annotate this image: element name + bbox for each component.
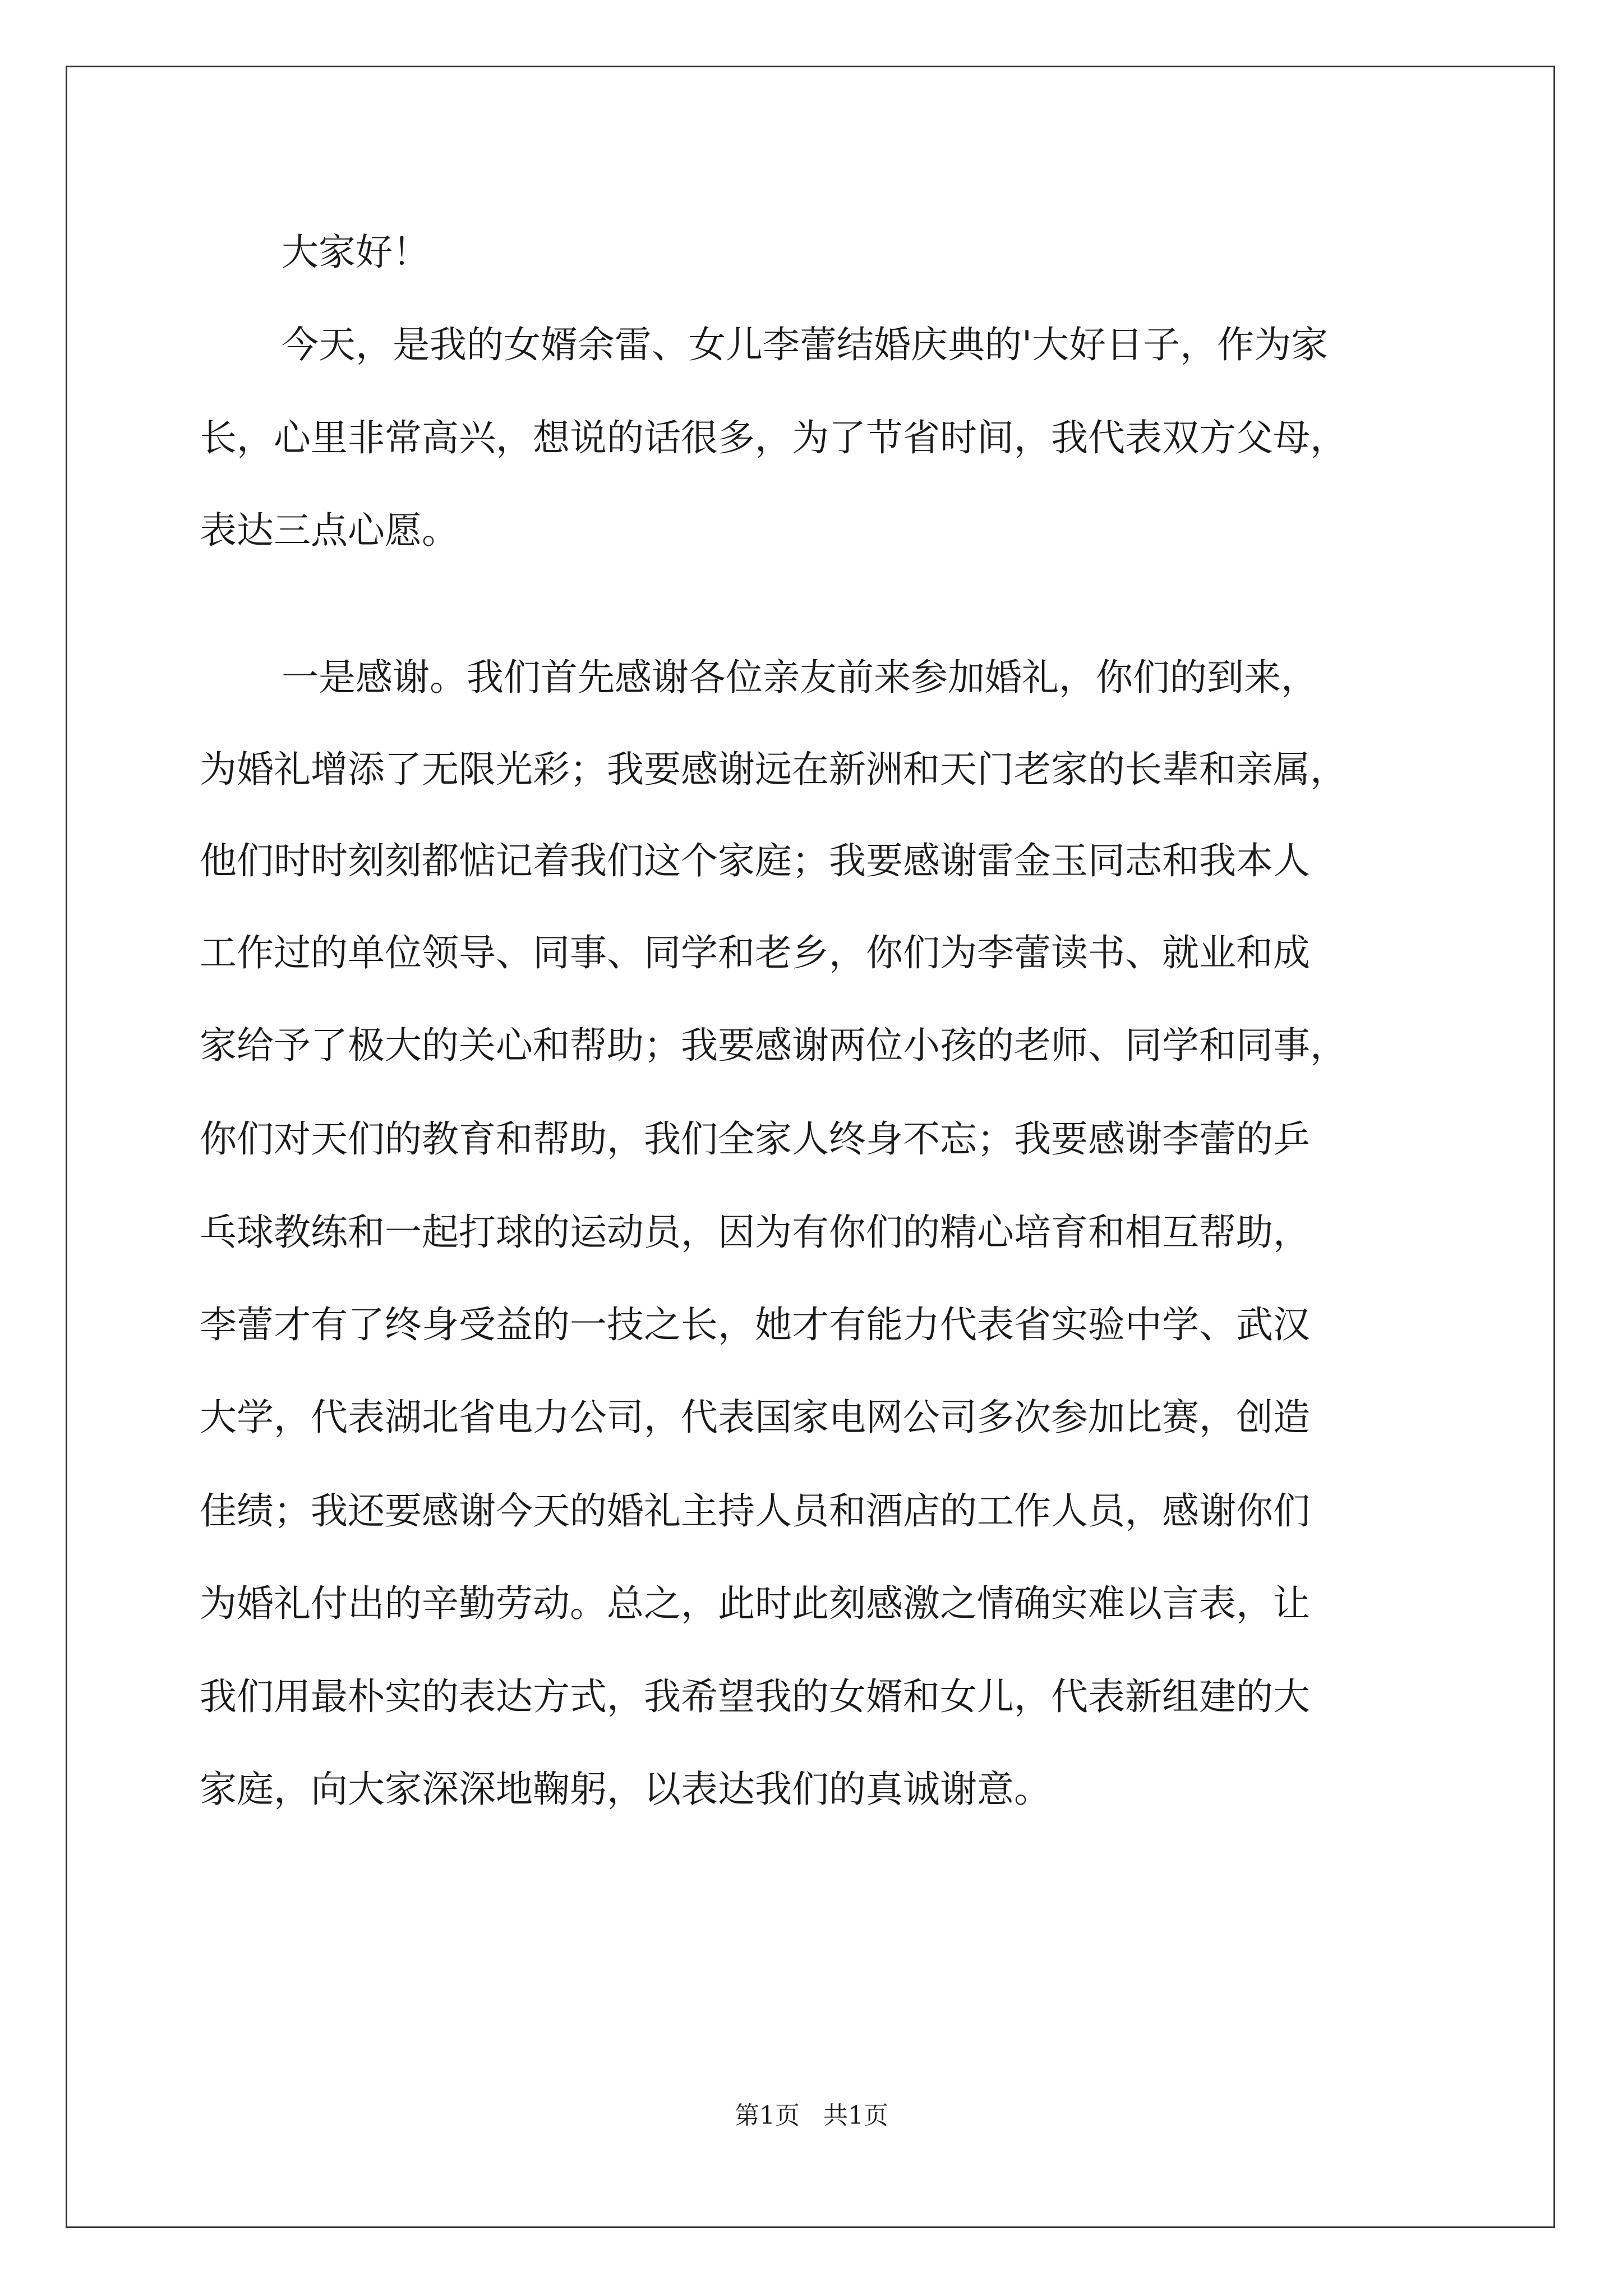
paragraph-1-line-3: 表达三点心愿。 bbox=[200, 509, 459, 552]
paragraph-2-line-10: 佳绩；我还要感谢今天的婚礼主持人员和酒店的工作人员，感谢你们 bbox=[200, 1489, 1310, 1533]
paragraph-2-line-11: 为婚礼付出的辛勤劳动。总之，此时此刻感激之情确实难以言表，让 bbox=[200, 1582, 1310, 1625]
paragraph-2-line-8: 李蕾才有了终身受益的一技之长，她才有能力代表省实验中学、武汉 bbox=[200, 1303, 1310, 1346]
paragraph-2-line-12: 我们用最朴实的表达方式，我希望我的女婿和女儿，代表新组建的大 bbox=[200, 1675, 1310, 1718]
paragraph-2-line-1: 一是感谢。我们首先感谢各位亲友前来参加婚礼，你们的到来， bbox=[282, 656, 1318, 699]
paragraph-2-line-2: 为婚礼增添了无限光彩；我要感谢远在新洲和天门老家的长辈和亲属， bbox=[200, 748, 1347, 791]
greeting: 大家好！ bbox=[282, 231, 430, 274]
paragraph-1-line-2: 长，心里非常高兴，想说的话很多，为了节省时间，我代表双方父母， bbox=[200, 416, 1347, 459]
paragraph-1-line-1: 今天，是我的女婿余雷、女儿李蕾结婚庆典的'大好日子，作为家 bbox=[282, 323, 1329, 366]
paragraph-2-line-6: 你们对天们的教育和帮助，我们全家人终身不忘；我要感谢李蕾的乒 bbox=[200, 1117, 1310, 1161]
page-total: 共1页 bbox=[823, 2101, 888, 2130]
paragraph-2-line-9: 大学，代表湖北省电力公司，代表国家电网公司多次参加比赛，创造 bbox=[200, 1396, 1310, 1439]
page-footer bbox=[0, 2099, 1623, 2133]
page-number: 第1页 bbox=[735, 2101, 800, 2130]
paragraph-2-line-3: 他们时时刻刻都惦记着我们这个家庭；我要感谢雷金玉同志和我本人 bbox=[200, 839, 1310, 882]
paragraph-2-line-5: 家给予了极大的关心和帮助；我要感谢两位小孩的老师、同学和同事， bbox=[200, 1024, 1347, 1067]
paragraph-2-line-4: 工作过的单位领导、同事、同学和老乡，你们为李蕾读书、就业和成 bbox=[200, 931, 1310, 974]
paragraph-2-line-13: 家庭，向大家深深地鞠躬，以表达我们的真诚谢意。 bbox=[200, 1768, 1051, 1811]
paragraph-2-line-7: 乓球教练和一起打球的运动员，因为有你们的精心培育和相互帮助， bbox=[200, 1211, 1310, 1254]
